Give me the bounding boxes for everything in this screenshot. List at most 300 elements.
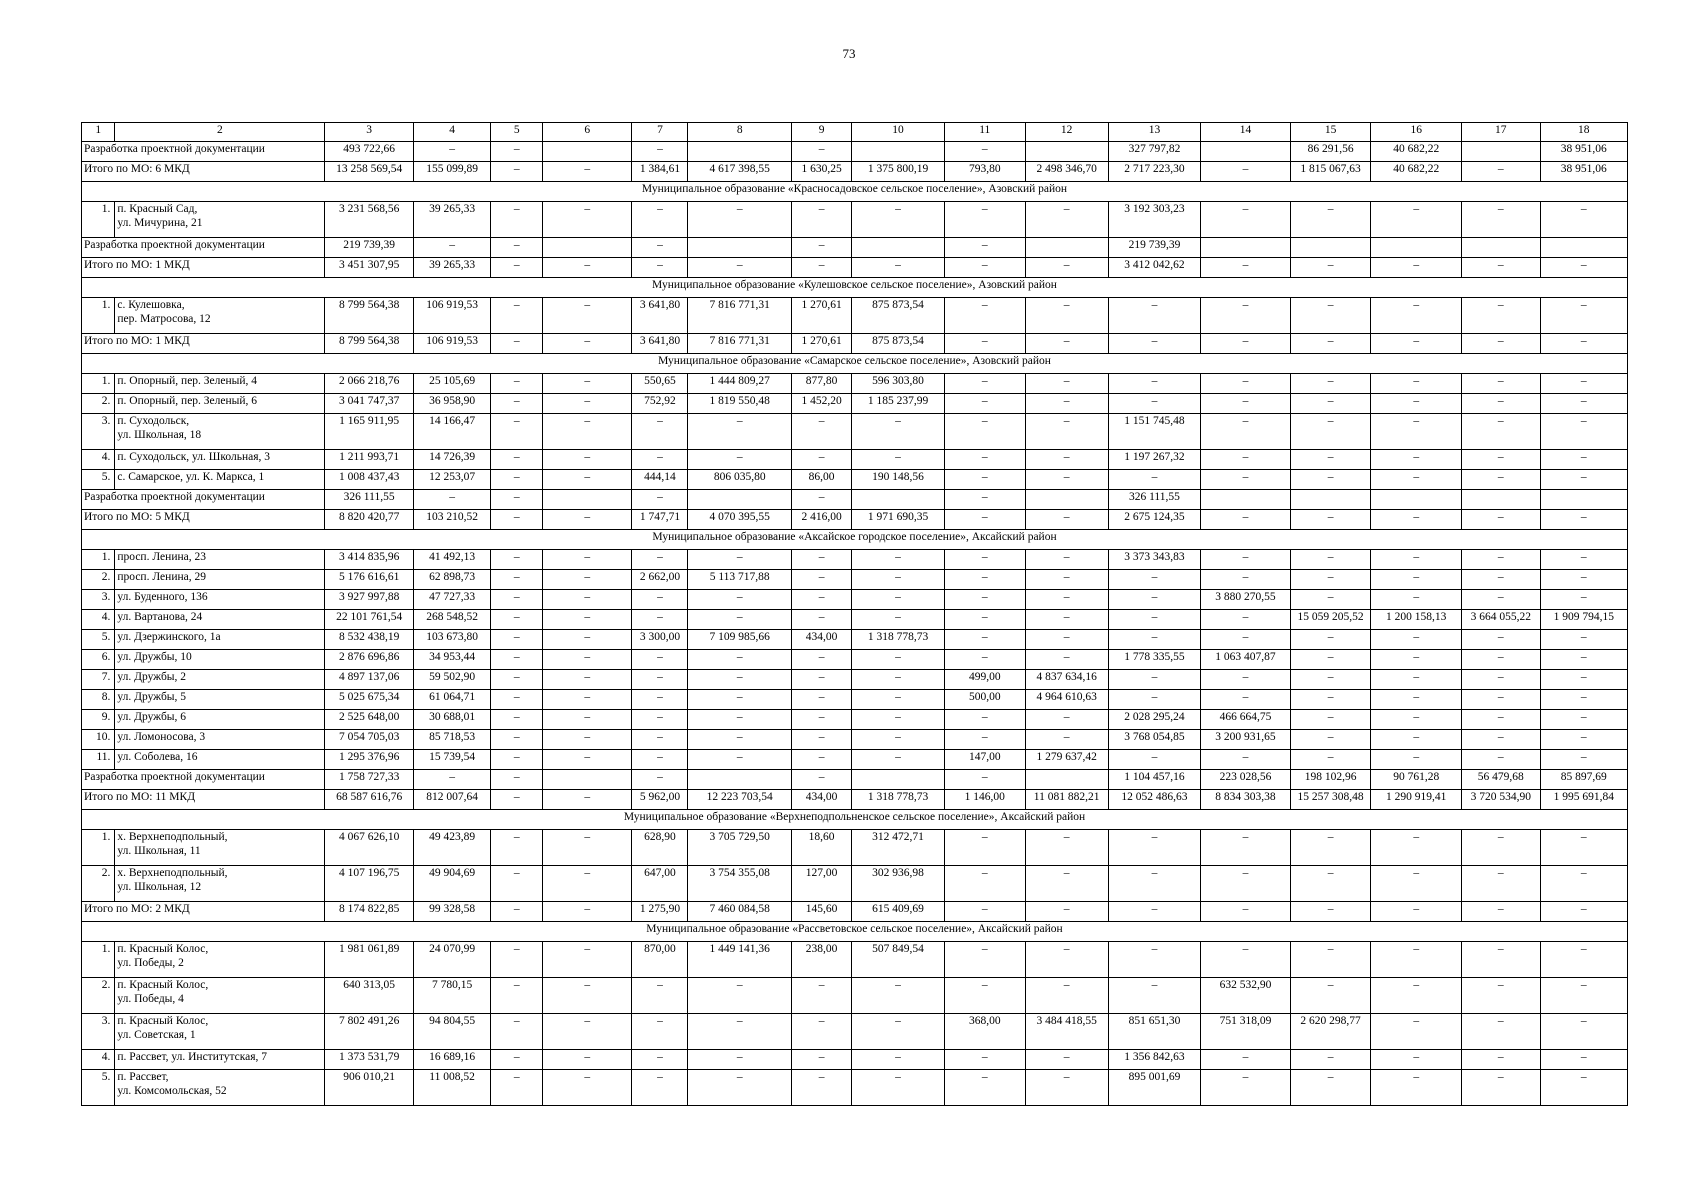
table-cell: 1 211 993,71 xyxy=(325,450,413,470)
summary-row xyxy=(82,238,1628,258)
table-cell: 238,00 xyxy=(791,942,851,978)
table-cell: – xyxy=(852,258,945,278)
table-cell: – xyxy=(1461,1070,1540,1106)
table-cell: – xyxy=(413,142,491,162)
row-index: 6. xyxy=(82,650,115,670)
table-cell: 1 815 067,63 xyxy=(1290,162,1371,182)
column-header: 5 xyxy=(491,123,543,142)
table-cell: 1 151 745,48 xyxy=(1108,414,1201,450)
table-cell: – xyxy=(944,1070,1025,1106)
table-cell: – xyxy=(1540,690,1627,710)
table-cell: 145,60 xyxy=(791,902,851,922)
table-cell xyxy=(1025,238,1108,258)
summary-row xyxy=(82,490,1628,510)
column-header: 3 xyxy=(325,123,413,142)
table-cell: – xyxy=(543,670,632,690)
table-cell: 8 834 303,38 xyxy=(1201,790,1290,810)
table-cell: – xyxy=(632,1014,688,1050)
table-cell: 11 008,52 xyxy=(413,1070,491,1106)
table-cell: – xyxy=(1108,394,1201,414)
table-cell: – xyxy=(1461,298,1540,334)
table-cell: 444,14 xyxy=(632,470,688,490)
table-cell: – xyxy=(688,710,791,730)
table-cell: 466 664,75 xyxy=(1201,710,1290,730)
table-cell: 39 265,33 xyxy=(413,202,491,238)
table-cell: 85 718,53 xyxy=(413,730,491,750)
table-cell: – xyxy=(1290,550,1371,570)
column-header: 14 xyxy=(1201,123,1290,142)
table-cell: 7 109 985,66 xyxy=(688,630,791,650)
table-row xyxy=(82,942,1628,978)
table-cell: – xyxy=(791,1014,851,1050)
table-cell: – xyxy=(632,690,688,710)
table-cell: 14 166,47 xyxy=(413,414,491,450)
table-cell xyxy=(1025,142,1108,162)
table-cell: 8 532 438,19 xyxy=(325,630,413,650)
table-cell: – xyxy=(1025,570,1108,590)
table-cell: 1 295 376,96 xyxy=(325,750,413,770)
table-cell: – xyxy=(1108,670,1201,690)
table-cell: – xyxy=(1461,334,1540,354)
table-cell: – xyxy=(1461,978,1540,1014)
row-label: Разработка проектной документации xyxy=(82,490,325,510)
table-cell: – xyxy=(1290,394,1371,414)
table-cell: – xyxy=(1461,450,1540,470)
row-index: 10. xyxy=(82,730,115,750)
row-index: 4. xyxy=(82,450,115,470)
table-cell: – xyxy=(543,394,632,414)
table-cell: – xyxy=(791,750,851,770)
table-cell xyxy=(688,770,791,790)
row-address: просп. Ленина, 29 xyxy=(115,570,325,590)
table-cell: – xyxy=(632,490,688,510)
table-cell: – xyxy=(1108,630,1201,650)
table-cell: – xyxy=(1461,942,1540,978)
table-cell: – xyxy=(1201,1050,1290,1070)
table-cell: – xyxy=(632,550,688,570)
table-cell: 34 953,44 xyxy=(413,650,491,670)
table-cell: – xyxy=(1371,630,1461,650)
data-table xyxy=(81,122,1628,1106)
table-cell: – xyxy=(944,942,1025,978)
table-cell: – xyxy=(491,238,543,258)
table-cell: – xyxy=(791,550,851,570)
table-cell: – xyxy=(791,490,851,510)
table-cell: 3 880 270,55 xyxy=(1201,590,1290,610)
summary-row xyxy=(82,258,1628,278)
table-cell: – xyxy=(1540,374,1627,394)
table-cell: – xyxy=(1201,570,1290,590)
row-address: ул. Дружбы, 6 xyxy=(115,710,325,730)
table-cell: – xyxy=(543,202,632,238)
row-index: 2. xyxy=(82,866,115,902)
table-cell: – xyxy=(1201,610,1290,630)
table-cell: – xyxy=(543,866,632,902)
row-index: 4. xyxy=(82,1050,115,1070)
column-header: 2 xyxy=(115,123,325,142)
table-cell xyxy=(1290,490,1371,510)
table-cell: 3 300,00 xyxy=(632,630,688,650)
table-cell: 219 739,39 xyxy=(1108,238,1201,258)
table-cell: – xyxy=(491,510,543,530)
table-cell: – xyxy=(491,902,543,922)
table-cell: 2 066 218,76 xyxy=(325,374,413,394)
table-cell: – xyxy=(688,750,791,770)
row-address: х. Верхнеподпольный, ул. Школьная, 11 xyxy=(115,830,325,866)
table-cell: – xyxy=(1371,202,1461,238)
table-cell: – xyxy=(944,570,1025,590)
table-cell: – xyxy=(491,590,543,610)
table-cell: 4 067 626,10 xyxy=(325,830,413,866)
row-index: 5. xyxy=(82,470,115,490)
row-index: 1. xyxy=(82,202,115,238)
table-cell: 2 028 295,24 xyxy=(1108,710,1201,730)
table-cell: – xyxy=(1371,866,1461,902)
table-cell: – xyxy=(1540,510,1627,530)
table-cell xyxy=(688,238,791,258)
table-cell: 507 849,54 xyxy=(852,942,945,978)
table-cell: – xyxy=(491,490,543,510)
column-header: 11 xyxy=(944,123,1025,142)
summary-row xyxy=(82,142,1628,162)
table-cell: – xyxy=(1025,550,1108,570)
table-cell: 3 641,80 xyxy=(632,298,688,334)
table-cell: – xyxy=(1290,902,1371,922)
column-header: 15 xyxy=(1290,123,1371,142)
table-cell: – xyxy=(1461,570,1540,590)
section-title: Муниципальное образование «Красносадовское сельское поселение», Азовский район xyxy=(82,182,1628,202)
table-cell: 500,00 xyxy=(944,690,1025,710)
row-index: 2. xyxy=(82,570,115,590)
table-cell: – xyxy=(543,710,632,730)
table-cell: 7 816 771,31 xyxy=(688,334,791,354)
table-cell: 434,00 xyxy=(791,790,851,810)
table-cell: 39 265,33 xyxy=(413,258,491,278)
table-cell: 1 630,25 xyxy=(791,162,851,182)
table-cell: – xyxy=(543,470,632,490)
table-cell: 25 105,69 xyxy=(413,374,491,394)
row-label: Итого по МО: 1 МКД xyxy=(82,334,325,354)
table-cell: – xyxy=(1201,470,1290,490)
table-cell: 2 876 696,86 xyxy=(325,650,413,670)
table-cell: – xyxy=(944,866,1025,902)
row-index: 8. xyxy=(82,690,115,710)
table-cell: – xyxy=(1461,690,1540,710)
table-cell: 5 962,00 xyxy=(632,790,688,810)
table-cell: 61 064,71 xyxy=(413,690,491,710)
table-cell: 1 375 800,19 xyxy=(852,162,945,182)
table-cell: 3 412 042,62 xyxy=(1108,258,1201,278)
table-cell: – xyxy=(791,710,851,730)
table-row xyxy=(82,374,1628,394)
page-number: 73 xyxy=(842,46,856,61)
row-index: 5. xyxy=(82,630,115,650)
table-row xyxy=(82,830,1628,866)
table-cell: – xyxy=(632,590,688,610)
table-cell: – xyxy=(543,414,632,450)
table-cell: 12 223 703,54 xyxy=(688,790,791,810)
table-cell: – xyxy=(791,238,851,258)
table-cell: – xyxy=(491,1014,543,1050)
table-cell: 1 747,71 xyxy=(632,510,688,530)
table-cell: – xyxy=(1290,830,1371,866)
table-row xyxy=(82,630,1628,650)
table-cell xyxy=(1371,490,1461,510)
table-cell: – xyxy=(1371,414,1461,450)
table-cell: – xyxy=(1108,902,1201,922)
table-cell: – xyxy=(1371,258,1461,278)
table-cell: 147,00 xyxy=(944,750,1025,770)
table-cell: – xyxy=(1290,730,1371,750)
table-cell: 8 820 420,77 xyxy=(325,510,413,530)
row-address: ул. Ломоносова, 3 xyxy=(115,730,325,750)
table-cell: – xyxy=(688,550,791,570)
table-cell: – xyxy=(1290,670,1371,690)
table-cell: – xyxy=(1201,298,1290,334)
table-cell: – xyxy=(1290,334,1371,354)
table-cell: 62 898,73 xyxy=(413,570,491,590)
table-cell: – xyxy=(852,750,945,770)
column-header: 4 xyxy=(413,123,491,142)
table-cell: – xyxy=(852,670,945,690)
table-cell: – xyxy=(632,670,688,690)
table-cell: 493 722,66 xyxy=(325,142,413,162)
table-cell: 1 981 061,89 xyxy=(325,942,413,978)
table-cell: – xyxy=(1371,470,1461,490)
table-cell: – xyxy=(1201,670,1290,690)
table-cell: – xyxy=(491,830,543,866)
row-address: п. Рассвет, ул. Комсомольская, 52 xyxy=(115,1070,325,1106)
table-cell: – xyxy=(413,238,491,258)
table-cell: – xyxy=(852,650,945,670)
table-cell: 2 675 124,35 xyxy=(1108,510,1201,530)
table-cell: 68 587 616,76 xyxy=(325,790,413,810)
table-cell: 3 641,80 xyxy=(632,334,688,354)
row-address: ул. Дружбы, 10 xyxy=(115,650,325,670)
table-cell: – xyxy=(944,610,1025,630)
table-cell: 1 318 778,73 xyxy=(852,630,945,650)
table-cell xyxy=(1540,490,1627,510)
table-cell: – xyxy=(1108,610,1201,630)
table-cell: 615 409,69 xyxy=(852,902,945,922)
table-cell: – xyxy=(1290,690,1371,710)
table-cell: – xyxy=(1540,866,1627,902)
table-cell: – xyxy=(491,978,543,1014)
table-cell: – xyxy=(1108,298,1201,334)
table-cell: – xyxy=(543,162,632,182)
table-cell: – xyxy=(1108,570,1201,590)
summary-row xyxy=(82,902,1628,922)
table-cell: 2 620 298,77 xyxy=(1290,1014,1371,1050)
row-index: 9. xyxy=(82,710,115,730)
table-cell: 36 958,90 xyxy=(413,394,491,414)
table-row xyxy=(82,470,1628,490)
table-cell: – xyxy=(688,1050,791,1070)
table-cell: 751 318,09 xyxy=(1201,1014,1290,1050)
table-cell: – xyxy=(543,690,632,710)
table-cell: – xyxy=(688,590,791,610)
table-cell xyxy=(1201,238,1290,258)
table-cell: 8 799 564,38 xyxy=(325,298,413,334)
row-index: 1. xyxy=(82,830,115,866)
table-cell: 41 492,13 xyxy=(413,550,491,570)
table-cell: – xyxy=(543,750,632,770)
table-cell: – xyxy=(688,730,791,750)
table-cell: – xyxy=(944,142,1025,162)
table-cell: 550,65 xyxy=(632,374,688,394)
table-cell: – xyxy=(1025,1070,1108,1106)
table-cell: – xyxy=(491,670,543,690)
table-cell: – xyxy=(688,978,791,1014)
table-cell: – xyxy=(791,650,851,670)
table-row xyxy=(82,450,1628,470)
row-label: Разработка проектной документации xyxy=(82,238,325,258)
table-cell: 3 414 835,96 xyxy=(325,550,413,570)
table-cell xyxy=(1461,238,1540,258)
table-cell: 7 780,15 xyxy=(413,978,491,1014)
table-cell: – xyxy=(1025,374,1108,394)
table-cell: – xyxy=(791,142,851,162)
column-header: 9 xyxy=(791,123,851,142)
table-cell: – xyxy=(791,978,851,1014)
table-cell: – xyxy=(1201,414,1290,450)
row-index: 3. xyxy=(82,414,115,450)
table-cell: – xyxy=(1540,630,1627,650)
table-cell: 640 313,05 xyxy=(325,978,413,1014)
table-cell: 628,90 xyxy=(632,830,688,866)
table-cell: – xyxy=(413,490,491,510)
table-cell: – xyxy=(1290,590,1371,610)
table-cell: 59 502,90 xyxy=(413,670,491,690)
table-cell: 16 689,16 xyxy=(413,1050,491,1070)
table-cell: – xyxy=(1025,334,1108,354)
table-cell: – xyxy=(1461,258,1540,278)
table-cell: 1 290 919,41 xyxy=(1371,790,1461,810)
table-cell: 3 754 355,08 xyxy=(688,866,791,902)
table-cell: 1 356 842,63 xyxy=(1108,1050,1201,1070)
table-cell xyxy=(1025,770,1108,790)
table-cell: 56 479,68 xyxy=(1461,770,1540,790)
table-cell: – xyxy=(1540,650,1627,670)
table-cell: 22 101 761,54 xyxy=(325,610,413,630)
summary-row xyxy=(82,162,1628,182)
table-cell: – xyxy=(1371,830,1461,866)
table-cell: – xyxy=(1461,830,1540,866)
table-cell: – xyxy=(1290,374,1371,394)
table-cell: – xyxy=(1461,510,1540,530)
row-index: 1. xyxy=(82,550,115,570)
table-cell: – xyxy=(543,902,632,922)
table-cell: – xyxy=(543,374,632,394)
table-cell: – xyxy=(852,550,945,570)
table-cell: – xyxy=(491,394,543,414)
table-cell: – xyxy=(1371,650,1461,670)
table-cell: – xyxy=(1201,202,1290,238)
table-cell: 94 804,55 xyxy=(413,1014,491,1050)
table-cell: – xyxy=(852,1070,945,1106)
table-cell: – xyxy=(1025,1050,1108,1070)
table-cell: 268 548,52 xyxy=(413,610,491,630)
table-cell: 49 904,69 xyxy=(413,866,491,902)
table-cell: 47 727,33 xyxy=(413,590,491,610)
table-cell: – xyxy=(944,630,1025,650)
table-cell: – xyxy=(491,334,543,354)
table-cell: – xyxy=(1371,510,1461,530)
table-cell: 13 258 569,54 xyxy=(325,162,413,182)
table-cell: 4 897 137,06 xyxy=(325,670,413,690)
table-cell: 4 837 634,16 xyxy=(1025,670,1108,690)
table-cell: – xyxy=(632,450,688,470)
table-cell: – xyxy=(688,258,791,278)
table-cell: – xyxy=(791,450,851,470)
table-cell xyxy=(1461,490,1540,510)
table-cell xyxy=(852,142,945,162)
table-cell: – xyxy=(543,978,632,1014)
table-cell: – xyxy=(1540,470,1627,490)
table-cell: 1 104 457,16 xyxy=(1108,770,1201,790)
table-cell: – xyxy=(852,590,945,610)
table-cell: – xyxy=(1108,374,1201,394)
table-cell xyxy=(852,490,945,510)
table-cell: – xyxy=(944,730,1025,750)
table-cell: – xyxy=(1371,978,1461,1014)
table-cell: 14 726,39 xyxy=(413,450,491,470)
table-cell: – xyxy=(1540,1014,1627,1050)
table-cell: – xyxy=(1290,470,1371,490)
table-cell: – xyxy=(543,1014,632,1050)
table-cell: – xyxy=(1461,650,1540,670)
table-cell: – xyxy=(491,690,543,710)
row-address: ул. Дружбы, 2 xyxy=(115,670,325,690)
table-cell: 155 099,89 xyxy=(413,162,491,182)
table-cell: – xyxy=(944,470,1025,490)
table-cell: – xyxy=(1025,942,1108,978)
table-cell: 4 070 395,55 xyxy=(688,510,791,530)
table-cell: – xyxy=(1540,570,1627,590)
table-cell: – xyxy=(791,610,851,630)
table-cell: – xyxy=(791,202,851,238)
table-cell: 12 253,07 xyxy=(413,470,491,490)
row-address: п. Красный Колос, ул. Советская, 1 xyxy=(115,1014,325,1050)
table-cell: 223 028,56 xyxy=(1201,770,1290,790)
table-cell: – xyxy=(1371,394,1461,414)
table-cell: 3 373 343,83 xyxy=(1108,550,1201,570)
row-address: просп. Ленина, 23 xyxy=(115,550,325,570)
row-address: п. Красный Сад, ул. Мичурина, 21 xyxy=(115,202,325,238)
table-cell: – xyxy=(491,414,543,450)
table-cell: – xyxy=(632,710,688,730)
table-cell: 99 328,58 xyxy=(413,902,491,922)
table-cell: – xyxy=(1201,942,1290,978)
table-cell: – xyxy=(491,770,543,790)
table-cell: – xyxy=(1540,394,1627,414)
table-cell: – xyxy=(1108,470,1201,490)
table-cell: 793,80 xyxy=(944,162,1025,182)
table-cell: – xyxy=(944,590,1025,610)
table-cell: 3 664 055,22 xyxy=(1461,610,1540,630)
table-cell: 1 819 550,48 xyxy=(688,394,791,414)
table-cell: 103 210,52 xyxy=(413,510,491,530)
table-cell: – xyxy=(1461,902,1540,922)
table-cell: 1 197 267,32 xyxy=(1108,450,1201,470)
table-cell: – xyxy=(688,450,791,470)
row-index: 5. xyxy=(82,1070,115,1106)
row-address: ул. Дзержинского, 1а xyxy=(115,630,325,650)
table-cell: – xyxy=(1461,730,1540,750)
table-cell: – xyxy=(852,1050,945,1070)
row-address: п. Опорный, пер. Зеленый, 4 xyxy=(115,374,325,394)
table-cell: – xyxy=(1025,510,1108,530)
